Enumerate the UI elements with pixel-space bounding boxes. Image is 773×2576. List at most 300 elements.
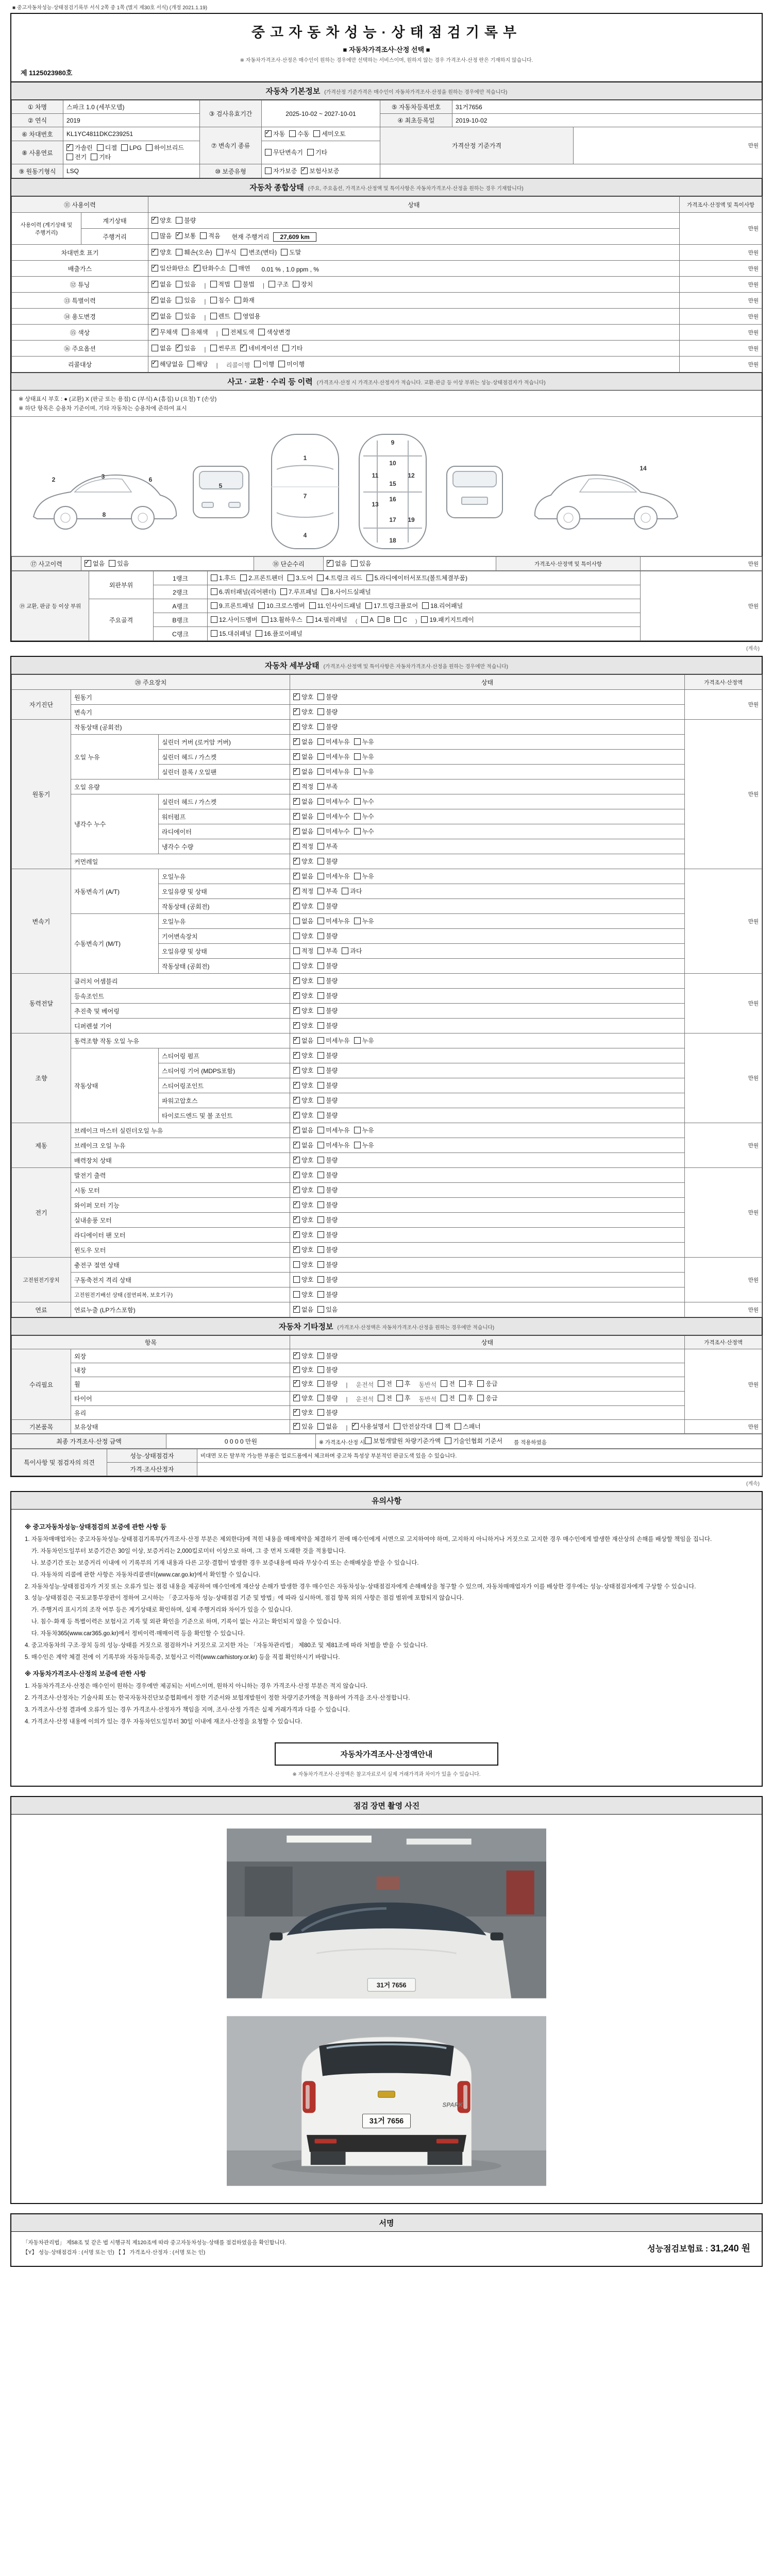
- table-row: [12, 1449, 762, 1463]
- checkbox-checked: ✓ 양호: [293, 1096, 313, 1105]
- label-cell: 제동: [12, 1123, 71, 1168]
- checkbox-unchecked: 미세누수: [317, 812, 349, 821]
- text-cell: 만원: [685, 720, 762, 869]
- label-cell: ⑤ 자동차등록번호: [380, 100, 452, 114]
- checkbox-unchecked: 불량: [317, 1006, 338, 1015]
- checkbox-unchecked: 불량: [317, 1408, 338, 1417]
- checkbox-checked: ✓ 양호: [293, 991, 313, 1000]
- checkbox-checked: ✓ 양호: [293, 1156, 313, 1164]
- text-cell: 만원: [685, 690, 762, 720]
- table-row: [12, 1349, 762, 1363]
- table-row: [12, 1377, 762, 1392]
- checkbox-unchecked: 불량: [317, 1171, 338, 1179]
- checkbox-unchecked: 양호: [293, 961, 313, 970]
- status-cell: ※ 가격조사·산정 시 보험개발원 차량기준가액 기술인협회 기준서 를 적용하였음: [316, 1434, 762, 1449]
- checkbox-unchecked: 하이브리드: [146, 143, 184, 152]
- text-cell: C랭크: [154, 627, 208, 641]
- text-cell: [197, 1463, 762, 1476]
- checkbox-checked: ✓ 양호: [293, 1021, 313, 1030]
- checkbox-unchecked: 미세누유: [317, 917, 349, 925]
- section-bar-detail: [11, 657, 762, 674]
- overall-condition-table-host: [11, 196, 762, 372]
- status-cell: [290, 1153, 685, 1168]
- table-row: [12, 1033, 762, 1048]
- text-cell: 추진축 및 베어링: [71, 1004, 290, 1019]
- table-row: [12, 720, 762, 735]
- text-cell: 실린더 커버 (로커암 커버): [159, 735, 290, 750]
- text-cell: 주행거리: [81, 229, 148, 245]
- checkbox-checked: ✓ 없음: [85, 559, 105, 568]
- text-cell: 작동상태 (공회전): [159, 959, 290, 974]
- text-cell: 수동변속기 (M/T): [71, 914, 159, 974]
- notice-line: 4. 중고자동차의 구조·장치 등의 성능·상태를 거짓으로 점검하거나 거짓으로 고지한 자는 「자동차관리법」 제80조 및 제81조에 따라 처벌을 받을 수 있습니다.: [25, 1642, 428, 1649]
- checkbox-unchecked: 18.리어패널: [422, 601, 463, 610]
- checkbox-checked: ✓ 양호: [293, 1006, 313, 1015]
- basic-table: [11, 100, 762, 178]
- checkbox-unchecked: 1.후드: [211, 573, 236, 582]
- checkbox-unchecked: 썬루프: [210, 344, 237, 352]
- checkbox-unchecked: 10.크로스멤버: [258, 601, 305, 610]
- checkbox-unchecked: 불량: [317, 1096, 338, 1105]
- label-cell: 특이사항 및 점검자의 의견: [12, 1449, 107, 1476]
- checkbox-checked: ✓ 양호: [293, 1200, 313, 1209]
- label-cell: 전기: [12, 1168, 71, 1258]
- notice-section-title: ※ 중고자동차성능·상태점검의 보증에 관한 사항 등: [25, 1523, 167, 1531]
- text-cell: 만원: [685, 869, 762, 974]
- checkbox-unchecked: 누유: [354, 737, 374, 746]
- text-cell: 계기상태: [81, 213, 148, 229]
- notice-line: 2. 가격조사·산정자는 기술사회 또는 한국자동차진단보증협회에서 정한 기준서와 보험개발원이 정한 차량기준가액을 적용하여 가격을 조사·산정합니다.: [25, 1694, 410, 1701]
- table-row: [12, 341, 762, 357]
- checkbox-unchecked: 전기: [66, 152, 87, 161]
- label-cell: 성능·상태점검자: [107, 1449, 197, 1463]
- status-cell: [290, 1287, 685, 1302]
- status-cell: ✓ 없음 있음 | 렌트 영업용: [148, 309, 680, 325]
- label-cell: ⑧ 사용연료: [12, 141, 63, 164]
- checkbox-unchecked: 16.플로어패널: [256, 629, 303, 638]
- label-cell: 항목: [12, 1336, 290, 1349]
- text-cell: 오일유량 및 상태: [159, 884, 290, 899]
- checkbox-unchecked: 자가보증: [265, 166, 297, 175]
- checkbox-checked: ✓ 없음: [293, 737, 313, 746]
- checkbox-unchecked: 양호: [293, 931, 313, 940]
- checkbox-unchecked: 누유: [354, 767, 374, 776]
- label-cell: ⑩ 보증유형: [200, 164, 262, 178]
- text-cell: 실내송풍 모터: [71, 1213, 290, 1228]
- text-cell: 기어변속장치: [159, 929, 290, 944]
- checkbox-unchecked: 불량: [317, 1021, 338, 1030]
- other-table: [11, 1335, 762, 1434]
- accident-history-table-host: [11, 556, 762, 571]
- table-row: [12, 914, 762, 929]
- table-row: [12, 1228, 762, 1243]
- checkbox-unchecked: 11.인사이드패널: [309, 601, 361, 610]
- label-cell: ⑨ 원동기형식: [12, 164, 63, 178]
- label-cell: ④ 최초등록일: [380, 114, 452, 127]
- overall-table: [11, 196, 762, 372]
- checkbox-checked: ✓ 양호: [293, 692, 313, 701]
- checkbox-unchecked: 장치: [293, 280, 313, 289]
- text-cell: 타이로드엔드 및 볼 조인트: [159, 1108, 290, 1123]
- checkbox-unchecked: 후: [459, 1379, 474, 1388]
- checkbox-unchecked: 후: [459, 1394, 474, 1402]
- checkbox-unchecked: 불량: [317, 1245, 338, 1254]
- price-survey-amount-note: ※ 자동차가격조사·산정액은 참고자료로서 실제 거래가격과 차이가 있을 수 있습니다.: [292, 1771, 481, 1777]
- status-cell: 12.사이드멤버 13.휠하우스 14.필러패널 ( A B C ) 19.패키지트레이: [208, 613, 641, 627]
- table-row: [12, 127, 762, 141]
- damage-code-legend: [11, 391, 762, 417]
- text-cell: 자동변속기 (A/T): [71, 869, 159, 914]
- section-title: 자동차 종합상태: [249, 183, 304, 192]
- text-cell: 스티어링조인트: [159, 1078, 290, 1093]
- checkbox-checked: ✓ 양호: [293, 1408, 313, 1417]
- svg-text:5: 5: [219, 482, 223, 489]
- svg-text:13: 13: [372, 501, 379, 508]
- checkbox-unchecked: 7.루프패널: [280, 587, 317, 596]
- checkbox-unchecked: 미세누유: [317, 872, 349, 880]
- text-cell: ⑯ 주요옵션: [12, 341, 148, 357]
- svg-text:19: 19: [408, 516, 415, 523]
- signature-line-2: 【Y】 성능·상태점검자 : (서명 또는 인) 【 】 가격조사·산정자 : (서명 또는 인): [23, 2249, 206, 2256]
- inspection-photo-rear: [227, 2013, 546, 2189]
- text-cell: 0 0 0 0 만원: [166, 1434, 316, 1449]
- label-cell: ⑲ 교환, 판금 등 이상 부위: [12, 571, 89, 641]
- checkbox-unchecked: 색상변경: [258, 328, 290, 336]
- text-cell: 연료누출 (LP가스포함): [71, 1302, 290, 1317]
- section-title: 사고 · 교환 · 수리 등 이력: [227, 378, 313, 386]
- checkbox-unchecked: 불량: [317, 1351, 338, 1360]
- table-row: [12, 557, 762, 571]
- model-badge: SPARK: [442, 2102, 463, 2109]
- car-views-diagram: [16, 420, 757, 555]
- checkbox-unchecked: 15.대쉬패널: [211, 629, 251, 638]
- text-cell: 1랭크: [154, 571, 208, 585]
- label-cell: ① 차명: [12, 100, 63, 114]
- label-cell: 상태: [290, 1336, 685, 1349]
- text-cell: 외판부위: [89, 571, 154, 599]
- checkbox-unchecked: 6.쿼터패널(리어펜더): [211, 587, 276, 596]
- section-title: 서명: [379, 2218, 394, 2228]
- checkbox-unchecked: 과다: [342, 946, 362, 955]
- status-cell: [290, 1078, 685, 1093]
- text-cell: 디퍼렌셜 기어: [71, 1019, 290, 1033]
- text-cell: LSQ: [63, 164, 200, 178]
- checkbox-unchecked: 많음: [152, 231, 172, 240]
- detail-condition-table-host: [11, 674, 762, 1317]
- checkbox-unchecked: 불량: [317, 961, 338, 970]
- label-cell: ⑱ 단순수리: [254, 557, 324, 571]
- text-cell: 2랭크: [154, 585, 208, 599]
- table-row: [12, 974, 762, 989]
- section-title: 자동차 세부상태: [264, 662, 320, 670]
- checkbox-unchecked: 디젤: [97, 143, 117, 152]
- label-cell: ③ 검사유효기간: [200, 100, 262, 127]
- checkbox-unchecked: 3.도어: [288, 573, 313, 582]
- text-cell: ⑭ 용도변경: [12, 309, 148, 325]
- checkbox-unchecked: 있음: [317, 1305, 338, 1314]
- checkbox-unchecked: 적정: [293, 946, 313, 955]
- price-survey-select-label: ■ 자동차가격조사·산정 선택 ■: [343, 46, 430, 54]
- checkbox-unchecked: 누수: [354, 827, 374, 836]
- text-cell: 휠: [71, 1377, 290, 1392]
- text-cell: 배출가스: [12, 261, 148, 277]
- svg-text:10: 10: [389, 460, 396, 467]
- label-cell: 가격·조사산정자: [107, 1463, 197, 1476]
- status-cell: [290, 1198, 685, 1213]
- status-cell: [290, 959, 685, 974]
- checkbox-unchecked: 렌트: [210, 312, 230, 320]
- text-cell: 2019: [63, 114, 200, 127]
- notice-list: [11, 1510, 762, 1732]
- status-cell: ✓ 있음 없음 | ✓ 사용설명서 안전삼각대 잭 스패너: [290, 1420, 685, 1434]
- table-row: [12, 245, 762, 261]
- label-cell: 수리필요: [12, 1349, 71, 1420]
- checkbox-unchecked: 양호: [293, 1260, 313, 1269]
- text-cell: A랭크: [154, 599, 208, 613]
- detail-table: [11, 674, 762, 1317]
- checkbox-checked: ✓ 없음: [293, 1126, 313, 1134]
- status-cell: ✓ 일산화탄소 ✓ 탄화수소 매연 0.01 % , 1.0 ppm , %: [148, 261, 680, 277]
- table-row: [12, 1168, 762, 1183]
- checkbox-checked: ✓ 없음: [293, 797, 313, 806]
- checkbox-unchecked: 화재: [234, 296, 255, 304]
- checkbox-unchecked: 미세누수: [317, 797, 349, 806]
- checkbox-unchecked: 13.휠하우스: [262, 615, 303, 624]
- checkbox-unchecked: 불량: [317, 976, 338, 985]
- svg-text:16: 16: [389, 496, 396, 503]
- status-cell: [148, 213, 680, 229]
- checkbox-checked: ✓ 탄화수소: [194, 264, 226, 273]
- status-cell: [290, 1033, 685, 1048]
- status-cell: [290, 1138, 685, 1153]
- checkbox-checked: ✓ 없음: [293, 1036, 313, 1045]
- checkbox-checked: ✓ 양호: [293, 1081, 313, 1090]
- text-cell: B랭크: [154, 613, 208, 627]
- text-cell: KL1YC4811DKC239251: [63, 127, 200, 141]
- fee-label: 성능점검보험료 :: [647, 2244, 709, 2253]
- text-cell: 만원: [680, 261, 762, 277]
- status-cell: [290, 989, 685, 1004]
- checkbox-unchecked: 불량: [317, 1379, 338, 1388]
- section-note: (가격조사·산정액은 자동차가격조사·산정을 원하는 경우에만 적습니다): [337, 1325, 495, 1331]
- table-row: [12, 1198, 762, 1213]
- text-cell: 만원: [680, 309, 762, 325]
- table-row: [12, 690, 762, 705]
- label-cell: 자기진단: [12, 690, 71, 720]
- table-row: [12, 794, 762, 809]
- checkbox-checked: ✓ 양호: [293, 722, 313, 731]
- status-cell: [290, 1063, 685, 1078]
- text-cell: 배력장치 상태: [71, 1153, 290, 1168]
- checkbox-unchecked: 19.패키지트레이: [421, 615, 474, 624]
- notice-line: 나. 침수·화재 등 특별이력은 보험사고 기록 및 외관 확인을 기준으로 하며, 기록이 없는 사고는 확인되지 않을 수 있습니다.: [25, 1619, 341, 1625]
- checkbox-unchecked: 기타: [307, 148, 327, 157]
- checkbox-unchecked: 후: [396, 1379, 411, 1388]
- status-cell: [290, 944, 685, 959]
- text-cell: 클러치 어셈블리: [71, 974, 290, 989]
- checkbox-unchecked: 불량: [317, 1275, 338, 1284]
- checkbox-unchecked: 불량: [317, 1156, 338, 1164]
- basic-info-table-host: [11, 100, 762, 178]
- text-cell: 변속기: [71, 705, 290, 720]
- label-cell: ② 연식: [12, 114, 63, 127]
- checkbox-unchecked: 침수: [210, 296, 230, 304]
- svg-text:4: 4: [303, 532, 307, 539]
- svg-text:3: 3: [101, 473, 105, 480]
- svg-text:6: 6: [148, 476, 153, 483]
- checkbox-checked: ✓ 양호: [293, 1111, 313, 1120]
- price-survey-select-note: ※ 자동차가격조사·산정은 매수인이 원하는 경우에만 선택하는 서비스이며, 원하지 않는 경우 가격조사·산정 란은 기재하지 않습니다.: [240, 58, 533, 63]
- checkbox-checked: ✓ 양호: [293, 707, 313, 716]
- checkbox-unchecked: 부족: [317, 842, 338, 851]
- checkbox-unchecked: 누유: [354, 872, 374, 880]
- svg-text:12: 12: [408, 472, 415, 479]
- text-cell: 차대번호 표기: [12, 245, 148, 261]
- checkbox-checked: ✓ 보통: [176, 231, 196, 240]
- text-cell: 만원: [685, 1258, 762, 1302]
- label-cell: ⑥ 차대번호: [12, 127, 63, 141]
- checkbox-checked: ✓ 없음: [293, 1141, 313, 1149]
- checkbox-unchecked: 구조: [268, 280, 289, 289]
- status-cell: [208, 599, 641, 613]
- inspection-photo-front-garage: [227, 1826, 546, 2001]
- status-cell: [290, 974, 685, 989]
- text-cell: 시동 모터: [71, 1183, 290, 1198]
- checkbox-unchecked: 해당: [188, 360, 208, 368]
- checkbox-unchecked: 전: [378, 1379, 392, 1388]
- checkbox-checked: ✓ 양호: [293, 1245, 313, 1254]
- table-row: [12, 1420, 762, 1434]
- status-cell: [290, 854, 685, 869]
- checkbox-unchecked: 불량: [317, 1394, 338, 1402]
- checkbox-unchecked: 미이행: [278, 360, 305, 368]
- status-cell: [290, 1123, 685, 1138]
- text-cell: 라디에이터 팬 모터: [71, 1228, 290, 1243]
- checkbox-unchecked: 적음: [200, 231, 220, 240]
- text-cell: 등속조인트: [71, 989, 290, 1004]
- checkbox-checked: ✓ 적정: [293, 887, 313, 895]
- table-row: [12, 309, 762, 325]
- checkbox-unchecked: 무단변속기: [265, 148, 303, 157]
- label-cell: 조향: [12, 1033, 71, 1123]
- text-cell: 작동상태: [71, 1048, 159, 1123]
- text-cell: 브레이크 마스터 실린더오일 누유: [71, 1123, 290, 1138]
- label-cell: 가격조사·산정액 및 특이사항: [680, 197, 762, 213]
- status-cell: [290, 765, 685, 779]
- checkbox-unchecked: 불량: [317, 707, 338, 716]
- table-row: [12, 1213, 762, 1228]
- checkbox-unchecked: 적법: [210, 280, 230, 289]
- table-row: [12, 1048, 762, 1063]
- text-cell: 만원: [680, 245, 762, 261]
- checkbox-unchecked: 누유: [354, 1036, 374, 1045]
- continue-mark: (계속): [746, 646, 760, 652]
- text-cell: 비대면 모든 탈부착 가능한 부품은 업로드폼에서 체크하며 중고차 특성상 부분적인 판금도색 있을 수 있습니다.: [197, 1449, 762, 1463]
- notice-line: 1. 자동차가격조사·산정은 매수인이 원하는 경우에만 제공되는 서비스이며, 원하지 아니하는 경우 가격조사·산정 부분은 적지 않습니다.: [25, 1683, 368, 1689]
- text-cell: 파워고압호스: [159, 1093, 290, 1108]
- checkbox-unchecked: 17.트렁크플로어: [365, 601, 418, 610]
- text-cell: 외장: [71, 1349, 290, 1363]
- svg-text:2: 2: [52, 476, 56, 483]
- checkbox-unchecked: 14.필러패널: [307, 615, 347, 624]
- table-row: [12, 1183, 762, 1198]
- label-cell: 동력전달: [12, 974, 71, 1033]
- table-row: [12, 1392, 762, 1406]
- text-cell: ⑬ 특별이력: [12, 293, 148, 309]
- checkbox-checked: ✓ 양호: [293, 902, 313, 910]
- main-form-box: [10, 13, 763, 642]
- checkbox-checked: ✓ 양호: [293, 1215, 313, 1224]
- checkbox-unchecked: 없음: [317, 1422, 338, 1431]
- checkbox-checked: ✓ 없음: [293, 872, 313, 880]
- table-row: [12, 100, 762, 114]
- text-cell: 스파크 1.0 (세부모델): [63, 100, 200, 114]
- label-cell: 변속기: [12, 869, 71, 974]
- table-row: [12, 854, 762, 869]
- notice-box: [10, 1491, 763, 1787]
- svg-text:9: 9: [391, 439, 395, 446]
- form-reference-note: ■ 중고자동차성능·상태점검기록부 서식 2쪽 중 1쪽 (별지 제30호 서식) (개정 2021.1.19): [12, 5, 208, 11]
- status-cell: [290, 690, 685, 705]
- checkbox-unchecked: 과다: [342, 887, 362, 895]
- label-cell: ⑪ 사용이력: [12, 197, 148, 213]
- checkbox-unchecked: 누유: [354, 917, 374, 925]
- checkbox-unchecked: 양호: [293, 1290, 313, 1299]
- status-cell: [290, 735, 685, 750]
- checkbox-unchecked: 불량: [317, 692, 338, 701]
- table-row: [12, 675, 762, 690]
- checkbox-checked: ✓ 양호: [293, 1351, 313, 1360]
- checkbox-unchecked: 영업용: [234, 312, 261, 320]
- document-number: 제 1125023980호: [21, 69, 73, 77]
- checkbox-checked: ✓ 있음: [293, 1422, 313, 1431]
- checkbox-unchecked: 세미오토: [313, 129, 345, 138]
- status-cell: [290, 1019, 685, 1033]
- status-cell: ✓ 없음 있음 | 적법 불법 | 구조 장치: [148, 277, 680, 293]
- checkbox-unchecked: 미세누수: [317, 827, 349, 836]
- checkbox-unchecked: 불량: [176, 216, 196, 225]
- status-cell: [290, 779, 685, 794]
- checkbox-unchecked: 보험개발원 차량기준가액: [365, 1436, 441, 1445]
- table-row: [12, 735, 762, 750]
- section-note: (가격산정 기준가격은 매수인이 자동차가격조사·산정을 원하는 경우에만 적습니다): [324, 90, 508, 95]
- table-row: [12, 1258, 762, 1273]
- status-cell: [290, 1302, 685, 1317]
- status-cell: [290, 914, 685, 929]
- text-cell: 만원: [685, 1123, 762, 1168]
- acc2-table: [11, 571, 762, 641]
- status-cell: [290, 750, 685, 765]
- text-cell: 만원: [685, 1033, 762, 1123]
- checkbox-unchecked: 5.라디에이터서포트(볼트체결부품): [366, 573, 467, 582]
- section-title: 자동차 기본정보: [265, 87, 321, 96]
- checkbox-unchecked: 불량: [317, 857, 338, 866]
- checkbox-unchecked: 불량: [317, 1290, 338, 1299]
- checkbox-unchecked: 없음: [152, 344, 172, 352]
- svg-text:17: 17: [389, 516, 396, 523]
- text-cell: 동력조향 작동 오일 누유: [71, 1033, 290, 1048]
- checkbox-unchecked: 양호: [293, 1275, 313, 1284]
- table-row: [12, 571, 762, 585]
- text-cell: 보유상태: [71, 1420, 290, 1434]
- text-cell: 2025-10-02 ~ 2027-10-01: [262, 100, 380, 127]
- table-row: [12, 869, 762, 884]
- table-row: [12, 1004, 762, 1019]
- checkbox-checked: ✓ 양호: [293, 1365, 313, 1374]
- checkbox-unchecked: 있음: [176, 296, 196, 304]
- table-row: [12, 1243, 762, 1258]
- legend-line-1: ※ 상태표시 부호 : ● (교환) X (판금 또는 용접) C (부식) A (흠집) U (요철) T (손상): [19, 396, 217, 402]
